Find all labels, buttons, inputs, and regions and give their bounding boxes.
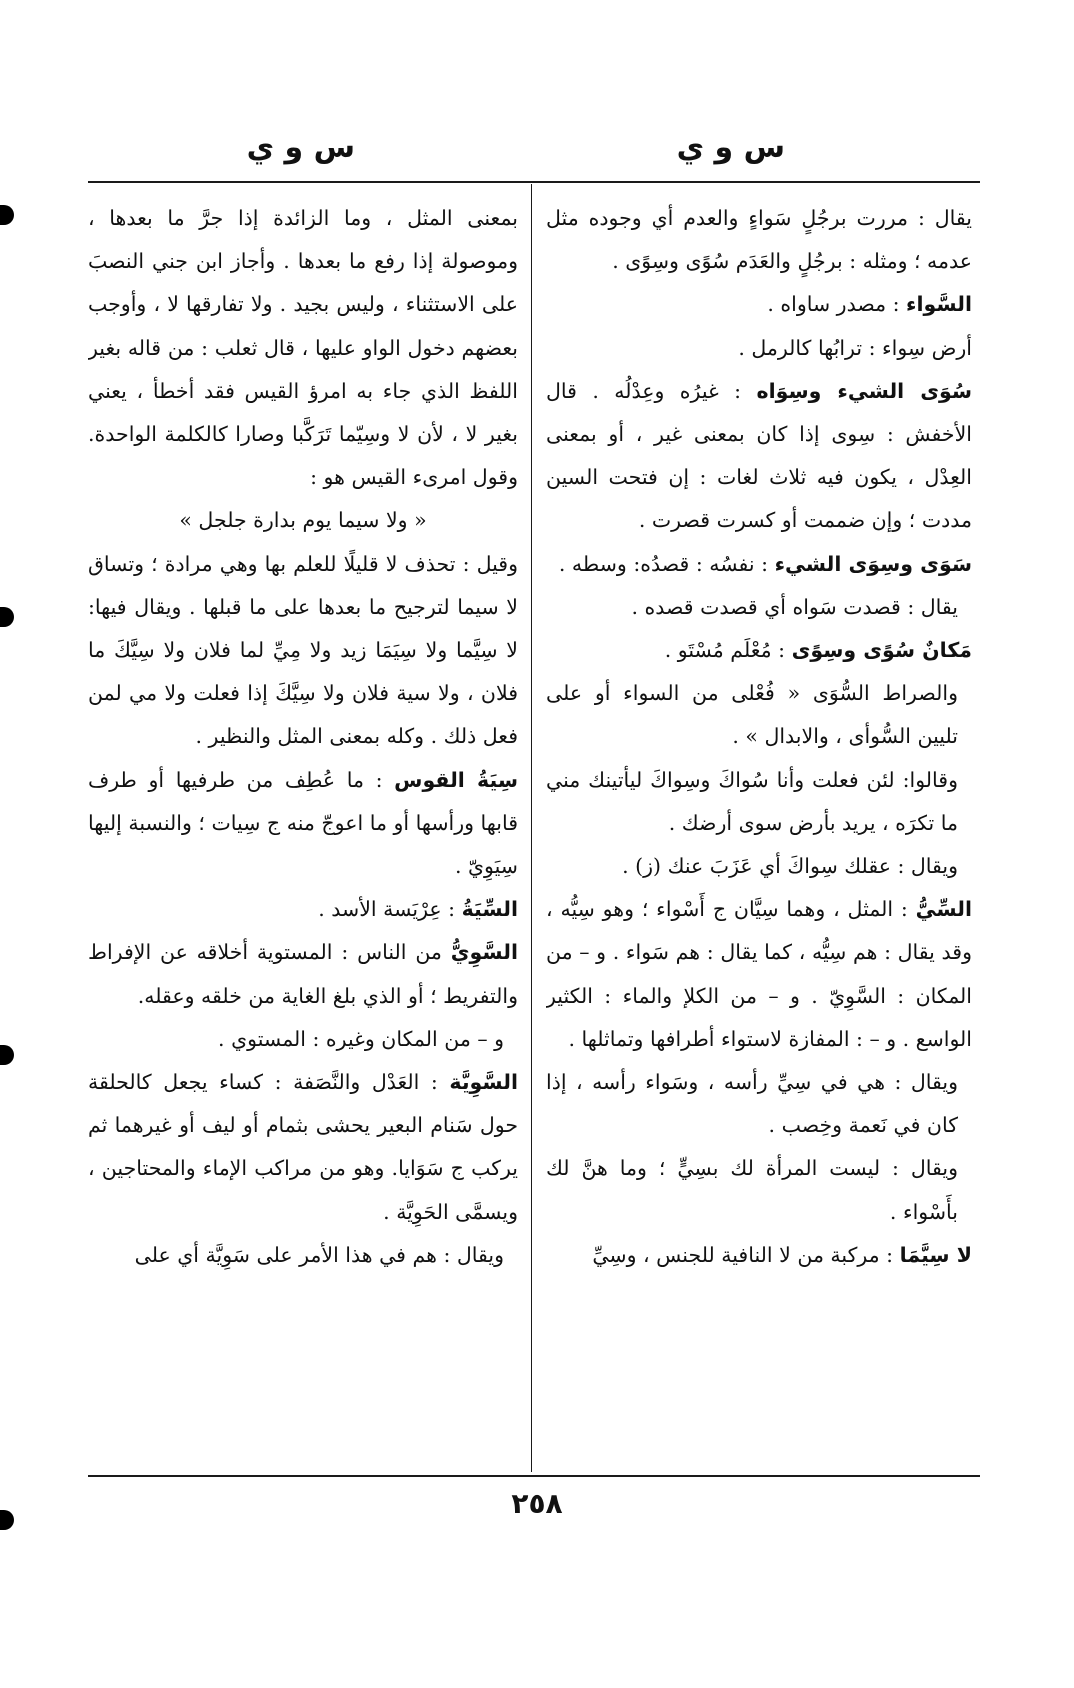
running-head-right: س و ي xyxy=(676,130,785,165)
entry-text: : ما عُطِف من طرفيها أو طرف قابها ورأسها أو ما اعوجّ منه ج سِيات ؛ والنسبة إليها سِيَوِيّ . xyxy=(88,767,518,879)
entry xyxy=(546,759,972,845)
left-column xyxy=(88,197,518,1467)
entry-text: : مصدر ساواه . xyxy=(767,292,900,317)
entry xyxy=(88,1018,518,1061)
bottom-rule xyxy=(88,1475,980,1477)
punch-hole-mark xyxy=(0,205,14,225)
entry xyxy=(546,283,972,326)
entry-headword: سُوَى الشيء وسِوَاه xyxy=(756,378,972,403)
entry-text: من الناس : المستوية أخلاقه عن الإفراط والتفريط ؛ أو الذي بلغ الغاية من خلقه وعقله. xyxy=(88,940,518,1008)
entry-text: يقال : قصدت سَواه أي قصدت قصده . xyxy=(631,594,958,619)
entry xyxy=(88,543,518,759)
entry-headword: سَوَى وسِوَى الشيء xyxy=(774,551,972,576)
entry-headword: السِّيَةُ xyxy=(461,897,518,922)
entry xyxy=(546,197,972,283)
entry-text: : مركبة من لا النافية للجنس ، وسِيِّ xyxy=(592,1242,894,1267)
entry xyxy=(546,370,972,543)
entry-text: « ولا سيما يوم بدارة جلجل » xyxy=(179,508,427,533)
entry-text: : مُعْلَم مُسْتَو . xyxy=(664,638,786,663)
entry-text: : نفسُه : قصدُه: وسطه . xyxy=(558,551,769,576)
entry xyxy=(88,888,518,931)
entry xyxy=(546,1147,972,1233)
entry xyxy=(88,1061,518,1234)
entry xyxy=(546,586,972,629)
entry-headword: السَّوِيَّة xyxy=(449,1070,518,1095)
entry xyxy=(546,1061,972,1147)
entry-headword: السَّواء xyxy=(906,292,972,317)
entry-text: ويقال : ليست المرأة لك بسِيٍّ ؛ وما هنَّ لك بأَسْواء . xyxy=(546,1156,958,1224)
entry-text: بمعنى المثل ، وما الزائدة إذا جرَّ ما بعدها ، وموصولة إذا رفع ما بعدها . وأجاز ابن جني النصبَ على الاستثناء ، وليس بجيد . ولا تفارقها لا ، وأوجب بعضهم دخول الواو عليها ، قال ثعلب : من قاله بغير اللفظ الذي جاء به امرؤ القيس فقد أخطأ ، يعني بغير لا ، لأن لا وسِيّما تَرَكَّبا وصارا كالكلمة الواحدة. وقول امرىء القيس هو : xyxy=(88,206,518,490)
entry-text: وقيل : تحذف لا قليلًا للعلم بها وهي مرادة ؛ وتساق لا سيما لترجيح ما بعدها على ما قبلها . ويقال فيها: لا سِيَّما ولا سِيَمَا زيد ولا مِيِّ لما فلان ولا سِيَّكَ ما فلان ، ولا سية فلان ولا سِيَّكَ إذا فعلت ولا مي لمن فعل ذلك . وكله بمعنى المثل والنظير . xyxy=(88,551,518,749)
entry xyxy=(546,888,972,1061)
entry-text: : المثل ، وهما سِيَّان ج أَسْواء ؛ وهو سِيُّه ، وقد يقال : هم سِيُّه ، كما يقال : هم سَواء . و – من المكان : السَّوِيّ . و – من الكلإ والماء : الكثير الواسع . و – : المفازة لاستواء أطرافها وتماثلها . xyxy=(546,897,972,1051)
entry-text: ويقال : هم في هذا الأمر على سَوِيَّة أي على xyxy=(134,1242,504,1267)
entry-text: و – من المكان وغيره : المستوي . xyxy=(218,1026,504,1051)
entry-headword: لا سِيَّمَا xyxy=(899,1242,972,1267)
page-number: ٢٥٨ xyxy=(511,1487,563,1520)
entry-headword: السَّوِيُّ xyxy=(450,940,518,965)
punch-hole-mark xyxy=(0,1045,14,1065)
entry-text: أرض سِواء : ترابُها كالرمل . xyxy=(738,335,972,360)
entry-text: ويقال : هي في سِيِّ رأسه ، وسَواء رأسه ، إذا كان في نَعمة وخِصب . xyxy=(546,1070,958,1138)
entry xyxy=(88,759,518,889)
entry xyxy=(546,629,972,672)
punch-hole-mark xyxy=(0,607,14,627)
entry-text: : العَدْل والنَّصَفة : كساء يجعل كالحلقة حول سَنام البعير يحشى بثمام أو ليف أو غيرهما ثم يركب ج سَوَايا. وهو من مراكب الإماء والمحتاجين ، ويسمَّى الحَوِيَّة . xyxy=(88,1070,518,1224)
entry xyxy=(546,672,972,758)
entry-headword: سِيَةُ القوس xyxy=(394,767,518,792)
entry xyxy=(88,931,518,1017)
entry xyxy=(88,1234,518,1277)
entry xyxy=(546,327,972,370)
entry-text: وقالوا: لئن فعلت وأنا سُواكَ وسِواكَ ليأتينك مني ما تكرَه ، يريد بأرض سوى أرضك . xyxy=(546,767,958,835)
column-divider xyxy=(531,184,532,1472)
entry xyxy=(546,845,972,888)
entry xyxy=(546,543,972,586)
entry-headword: السِّيُّ xyxy=(915,897,972,922)
entry-text: والصراط السُّوَى « فُعْلى من السواء أو على تليين السُّوأى ، والابدال » . xyxy=(546,681,958,749)
poetry-quote xyxy=(88,499,518,542)
entry-text: : عِرْيَسة الأسد . xyxy=(318,897,456,922)
right-column xyxy=(546,197,972,1467)
entry-headword: مَكانٌ سُوًى وسِوًى xyxy=(791,638,972,663)
punch-hole-mark xyxy=(0,1510,14,1530)
top-rule xyxy=(88,181,980,183)
running-head-left: س و ي xyxy=(246,130,355,165)
entry-text: ويقال : عقلك سِواكَ أي عَزَبَ عنك (ز) . xyxy=(622,854,958,879)
entry xyxy=(546,1234,972,1277)
entry xyxy=(88,197,518,499)
entry-text: : غيرُه وعِدْلُه . قال الأخفش : سِوى إذا كان بمعنى غير ، أو بمعنى العِدْل ، يكون فيه ثلاث لغات : إن فتحت السين مددت ؛ وإن ضممت أو كسرت قصرت . xyxy=(546,378,972,533)
entry-text: يقال : مررت برجُلٍ سَواءٍ والعدم أي وجوده مثل عدمه ؛ ومثله : برجُلٍ والعَدَم سُوًى وسِوًى . xyxy=(546,206,972,274)
